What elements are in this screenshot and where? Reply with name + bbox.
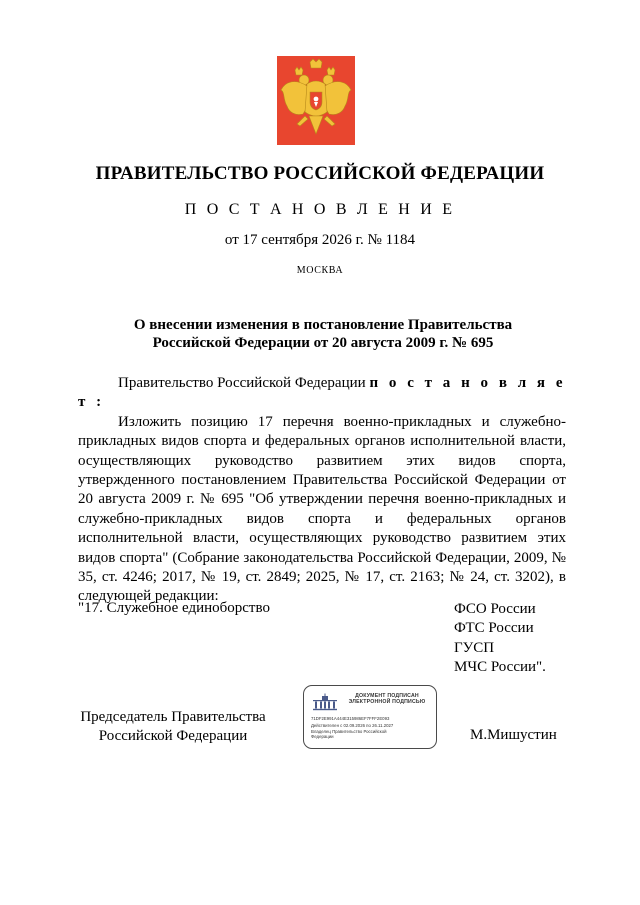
document-date-number: от 17 сентября 2026 г. № 1184	[224, 232, 416, 248]
document-type: П О С Т А Н О В Л Е Н И Е	[184, 201, 456, 218]
signatory-position	[78, 708, 268, 746]
signatory-position-line-2: Российской Федерации	[98, 728, 248, 744]
electronic-signature-stamp	[303, 685, 437, 749]
government-title: ПРАВИТЕЛЬСТВО РОССИЙСКОЙ ФЕДЕРАЦИИ	[95, 163, 545, 184]
decree-intro	[78, 374, 566, 413]
document-subject	[80, 316, 566, 352]
stamp-title-line-2: ЭЛЕКТРОННОЙ ПОДПИСЬЮ	[348, 699, 426, 706]
list-entry-sport: "17. Служебное единоборство	[78, 600, 270, 616]
stamp-serial: 71DF2E991A444E315986EF7FFF2E093	[311, 716, 390, 721]
document-body	[78, 374, 566, 607]
stamp-title	[340, 693, 434, 706]
stamp-validity: Действителен с 02.09.2026 по 26.11.2027	[311, 723, 394, 728]
decree-lead: Правительство Российской Федерации	[118, 375, 370, 391]
stamp-owner-line-1: Владелец Правительство Российской	[311, 729, 387, 734]
signatory-position-line-1: Председатель Правительства	[80, 709, 266, 725]
list-entry-body: ФСО России	[454, 601, 536, 617]
list-entry-body: ФТС России	[454, 620, 534, 637]
subject-line-2: Российской Федерации от 20 августа 2009 г. № 695	[152, 335, 494, 351]
decree-word: п о с т а н о в л я е т :	[78, 375, 566, 411]
stamp-owner-line-2: Федерации	[311, 734, 334, 739]
list-entry-bodies	[454, 600, 546, 678]
list-entry-body: ГУСП	[454, 639, 495, 656]
signatory-name: М.Мишустин	[470, 727, 557, 743]
list-entry-body: МЧС России".	[454, 659, 546, 676]
government-building-icon	[312, 693, 338, 711]
city-label: МОСКВА	[296, 265, 344, 276]
decree-paragraph: Изложить позицию 17 перечня военно-прикладных и служебно-прикладных видов спорта и федеральных органов исполнительной власти, осуществляющих руководство развитием этих видов спорта, утвержденного постановлением Правительства Российской Федерации от 20 августа 2009 г. № 695 "Об утверждении перечня военно-прикладных и служебно-прикладных видов спорта и федеральных органов исполнительной власти, осуществляющих руководство развитием этих видов спорта" (Собрание законодательства Российской Федерации, 2009, № 35, ст. 4246; 2017, № 19, ст. 2849; 2025, № 17, ст. 2163; № 24, ст. 3202), в следующей редакции:	[78, 413, 566, 605]
coat-of-arms-emblem	[277, 56, 355, 145]
subject-line-1: О внесении изменения в постановление Правительства	[133, 317, 513, 333]
stamp-title-line-1: ДОКУМЕНТ ПОДПИСАН	[355, 693, 419, 699]
